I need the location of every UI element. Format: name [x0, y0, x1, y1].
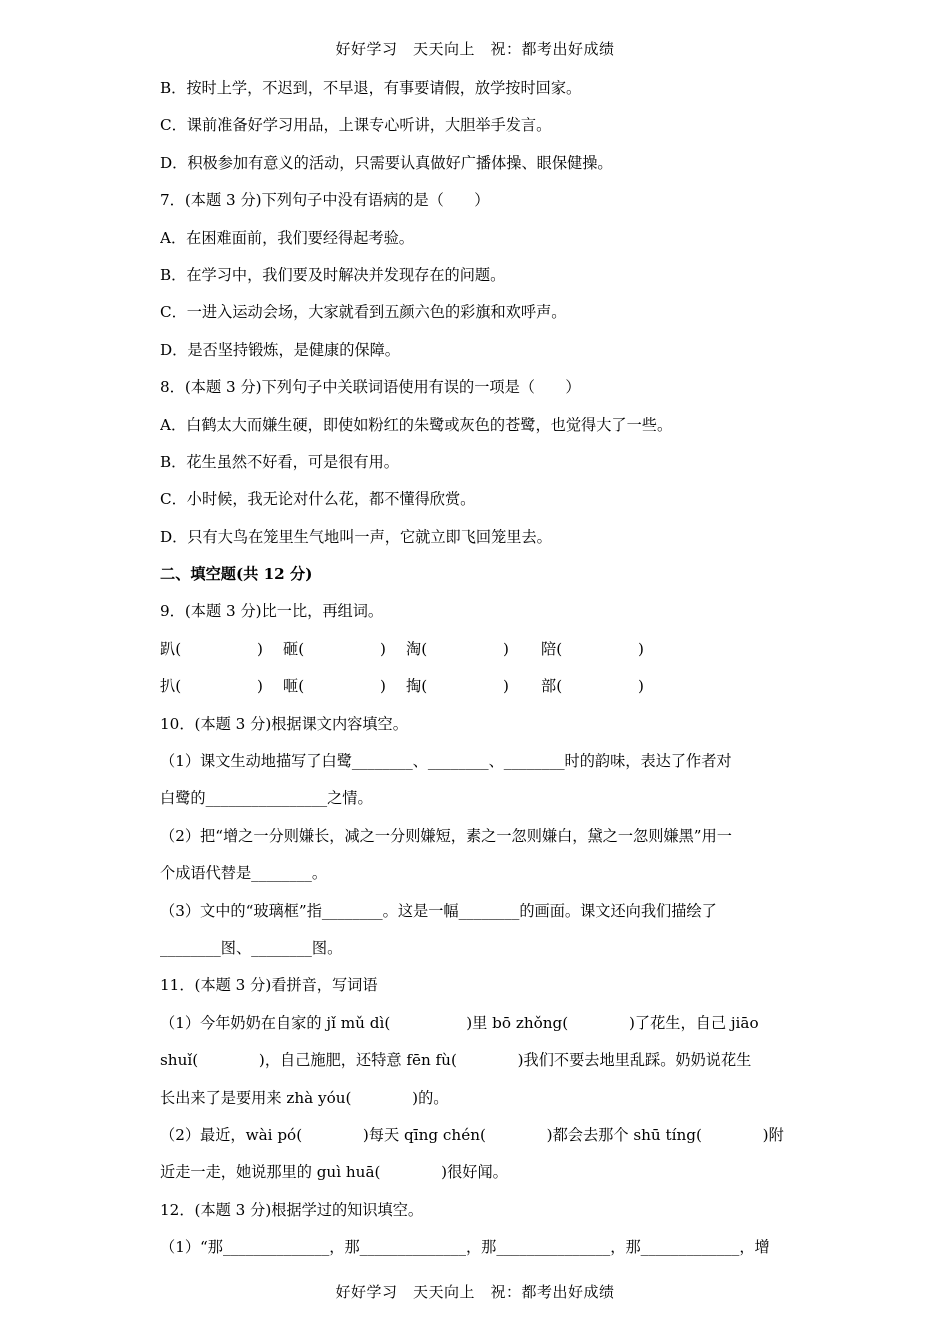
page-header: 好好学习 天天向上 祝：都考出好成绩	[335, 40, 615, 58]
q8-option-c: C．小时候，我无论对什么花，都不懂得欣赏。	[160, 490, 476, 509]
q11-part2-line1: （2）最近，wài pó( )每天 qīng chén( )都会去那个 shū tíng( )附	[160, 1125, 784, 1144]
q9-row-1	[160, 631, 792, 668]
q7-option-d: D．是否坚持锻炼，是健康的保障。	[160, 340, 400, 359]
q10-part1-line1: （1）课文生动地描写了白鹭________、________、________时的韵味，表达了作者对	[160, 752, 732, 771]
q9-item: 砸( )	[283, 639, 386, 658]
q8-option-a: A．白鹤太大而嫌生硬，即使如粉红的朱鹭或灰色的苍鹭，也觉得大了一些。	[160, 415, 673, 434]
q10-part2-line2: 个成语代替是________。	[160, 864, 328, 883]
q11-part1-line3: 长出来了是要用来 zhà yóu( )的。	[160, 1088, 449, 1107]
q7-option-b: B．在学习中，我们要及时解决并发现存在的问题。	[160, 265, 506, 284]
q12-stem: 12．(本题 3 分)根据学过的知识填空。	[160, 1200, 424, 1219]
q6-option-c: C．课前准备好学习用品，上课专心听讲，大胆举手发言。	[160, 116, 552, 135]
q8-option-d: D．只有大鸟在笼里生气地叫一声，它就立即飞回笼里去。	[160, 527, 552, 546]
q11-stem: 11．(本题 3 分)看拼音，写词语	[160, 976, 378, 995]
q9-item: 咂( )	[283, 677, 386, 696]
q10-stem: 10．(本题 3 分)根据课文内容填空。	[160, 714, 408, 733]
q9-item: 陪( )	[541, 639, 644, 658]
q9-item: 淘( )	[406, 639, 509, 658]
q7-option-c: C．一进入运动会场，大家就看到五颜六色的彩旗和欢呼声。	[160, 303, 567, 322]
q9-row-2	[160, 668, 792, 705]
q10-part1-line2: 白鹭的________________之情。	[160, 789, 373, 808]
q12-part1-line1: （1）“那______________，那______________，那_______________，那_____________，增	[160, 1238, 770, 1257]
q7-stem: 7．(本题 3 分)下列句子中没有语病的是（ ）	[160, 191, 490, 210]
q7-option-a: A．在困难面前，我们要经得起考验。	[160, 228, 414, 247]
q9-item: 掏( )	[406, 677, 509, 696]
q8-stem: 8．(本题 3 分)下列句子中关联词语使用有误的一项是（ ）	[160, 378, 581, 397]
q10-part3-line2: ________图、________图。	[160, 938, 343, 957]
q9-item: 扒( )	[160, 677, 263, 696]
q9-item: 部( )	[541, 677, 644, 696]
q6-option-b: B．按时上学，不迟到，不早退，有事要请假，放学按时回家。	[160, 79, 582, 97]
q9-item: 趴( )	[160, 639, 263, 658]
q11-part1-line2: shuǐ( )，自己施肥，还特意 fēn fù( )我们不要去地里乱踩。奶奶说花生	[160, 1051, 752, 1070]
q11-part2-line2: 近走一走，她说那里的 guì huā( )很好闻。	[160, 1163, 508, 1182]
q8-option-b: B．花生虽然不好看，可是很有用。	[160, 452, 399, 471]
q11-part1-line1: （1）今年奶奶在自家的 jǐ mǔ dì( )里 bō zhǒng( )了花生，自己 jiāo	[160, 1013, 759, 1032]
worksheet-content	[160, 70, 792, 1267]
q10-part2-line1: （2）把“增之一分则嫌长，减之一分则嫌短，素之一忽则嫌白，黛之一忽则嫌黑”用一	[160, 826, 732, 845]
q10-part3-line1: （3）文中的“玻璃框”指________。这是一幅________的画面。课文还向我们描绘了	[160, 901, 717, 920]
q6-option-d: D．积极参加有意义的活动，只需要认真做好广播体操、眼保健操。	[160, 153, 613, 172]
q9-stem: 9．(本题 3 分)比一比，再组词。	[160, 602, 384, 621]
section-title: 二、填空题(共 12 分)	[160, 565, 313, 584]
page-footer: 好好学习 天天向上 祝：都考出好成绩	[335, 1283, 615, 1301]
